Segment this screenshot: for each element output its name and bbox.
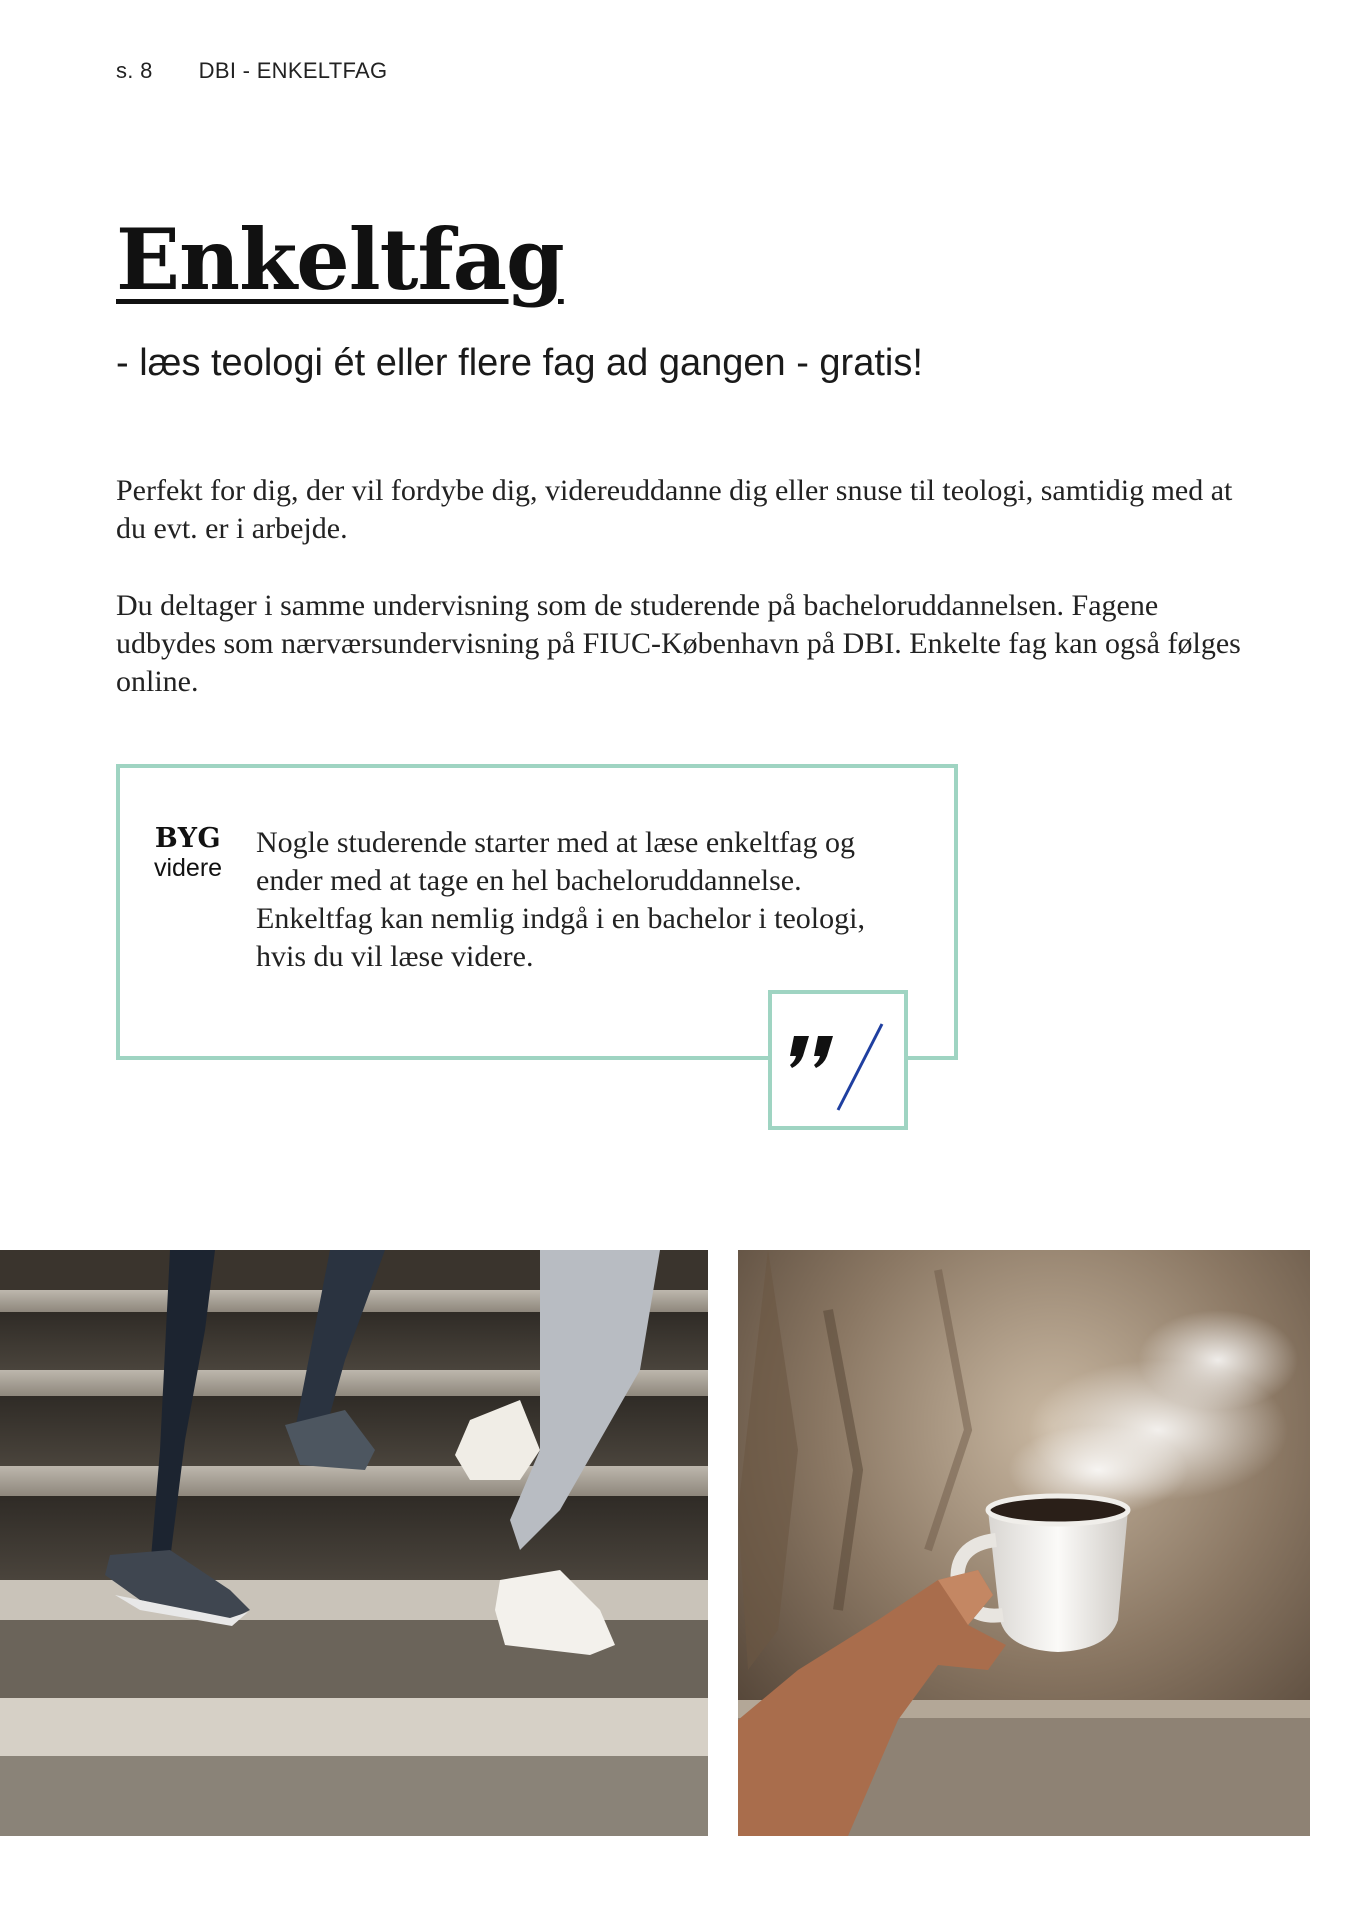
intro-paragraph: Perfekt for dig, der vil fordybe dig, videreuddanne dig eller snuse til teologi, samtidig med at du evt. er i arbejde.: [116, 474, 1233, 545]
callout-label-top: BYG: [154, 823, 222, 854]
callout-label: [145, 824, 231, 882]
callout-label-bottom: videre: [153, 854, 223, 882]
page-number: s. 8: [116, 58, 153, 83]
stairs-runners-photo: [0, 1250, 708, 1836]
quote-slash-icon: [768, 990, 908, 1130]
page-title: Enkeltfag: [116, 210, 564, 309]
details-paragraph: Du deltager i samme undervisning som de studerende på bacheloruddannelsen. Fagene udbydes som nærværsundervisning på FIUC-København på DBI. Enkelte fag kan også følges online.: [116, 589, 1241, 698]
section-title: DBI - ENKELTFAG: [198, 58, 388, 83]
coffee-cup-photo: [738, 1250, 1310, 1836]
page-header: [116, 58, 387, 84]
callout-text: Nogle studerende starter med at læse enkeltfag og ender med at tage en hel bacheloruddannelse. Enkeltfag kan nemlig indgå i en bachelor i teologi, hvis du vil læse videre.: [256, 826, 865, 973]
page-subtitle: - læs teologi ét eller flere fag ad gangen - gratis!: [116, 342, 923, 384]
